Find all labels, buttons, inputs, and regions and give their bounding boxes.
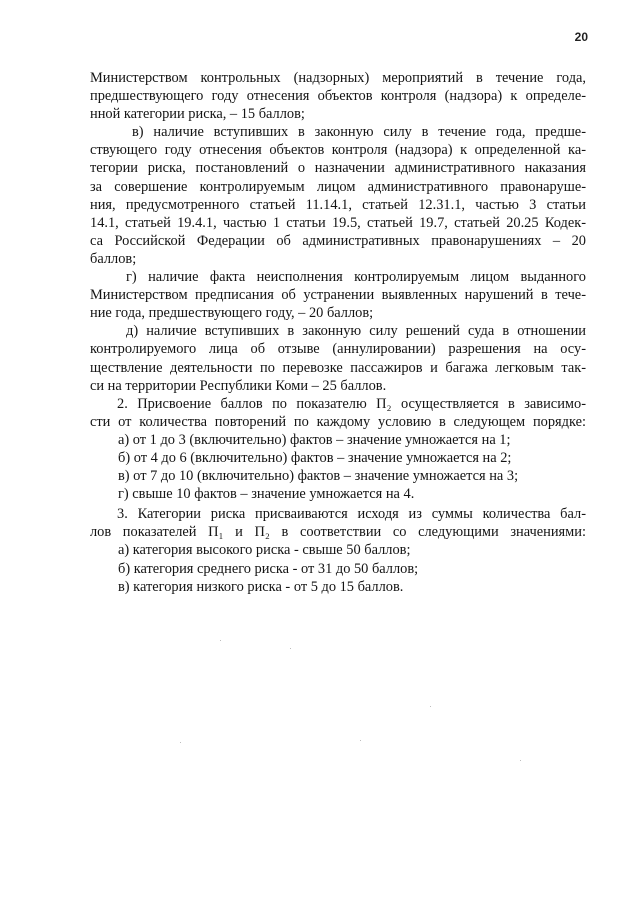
text-line: лов показателей П₁ и П₂ в соответствии со следующими значениями: — [90, 524, 586, 541]
list-item: в) категория низкого риска - от 5 до 15 баллов. — [118, 578, 404, 595]
scan-speck — [180, 742, 181, 743]
text-line: 14.1, статьей 19.4.1, частью 1 статьи 19.5, статьей 19.7, статьей 20.25 Кодек- — [90, 214, 586, 231]
scan-speck — [430, 706, 431, 707]
text-line: нной категории риска, – 15 баллов; — [90, 106, 305, 123]
scan-speck — [520, 760, 521, 761]
text-line: ствующего году отнесения объектов контроля (надзора) к определенной ка- — [90, 142, 586, 159]
scan-speck — [220, 640, 221, 641]
list-item: а) категория высокого риска - свыше 50 баллов; — [118, 542, 411, 559]
text-line: баллов; — [90, 250, 137, 267]
list-item: а) от 1 до 3 (включительно) фактов – значение умножается на 1; — [118, 431, 511, 448]
list-item: в) от 7 до 10 (включительно) фактов – значение умножается на 3; — [118, 468, 519, 485]
scan-speck — [290, 648, 291, 649]
text-line: сти от количества повторений по каждому условию в следующем порядке: — [90, 413, 586, 430]
scan-speck — [360, 740, 361, 741]
text-line: Министерством контрольных (надзорных) мероприятий в течение года, — [90, 70, 586, 86]
text-line: 2. Присвоение баллов по показателю П₂ осуществляется в зависимо- — [117, 395, 586, 412]
list-item: б) категория среднего риска - от 31 до 50 баллов; — [118, 560, 419, 577]
text-line: д) наличие вступивших в законную силу решений суда в отношении — [126, 323, 586, 340]
document-body — [90, 69, 586, 596]
text-line: са Российской Федерации об административных правонарушениях – 20 — [90, 232, 586, 249]
text-line: Министерством предписания об устранении выявленных нарушений в тече- — [90, 287, 586, 304]
text-line: 3. Категории риска присваиваются исходя из суммы количества бал- — [117, 506, 586, 523]
page-number: 20 — [574, 30, 588, 44]
text-line: контролируемого лица об отзыве (аннулировании) разрешения на осу- — [90, 341, 586, 358]
text-line: предшествующего году отнесения объектов контроля (надзора) к определе- — [90, 88, 586, 105]
text-line: си на территории Республики Коми – 25 баллов. — [90, 377, 387, 394]
text-line: в) наличие вступивших в законную силу в течение года, предше- — [132, 124, 586, 141]
text-line: ние года, предшествующего году, – 20 баллов; — [90, 305, 374, 322]
text-line: за совершение контролируемым лицом административного правонаруше- — [90, 178, 586, 195]
text-line: ществление деятельности по перевозке пассажиров и багажа легковым так- — [90, 359, 586, 376]
text-line: ния, предусмотренного статьей 11.14.1, статьей 12.31.1, частью 3 статьи — [90, 196, 586, 213]
list-item: б) от 4 до 6 (включительно) фактов – значение умножается на 2; — [118, 449, 512, 466]
text-line: г) наличие факта неисполнения контролируемым лицом выданного — [126, 269, 586, 286]
list-item: г) свыше 10 фактов – значение умножается на 4. — [118, 486, 415, 503]
text-line: тегории риска, постановлений о назначении административного наказания — [90, 160, 586, 177]
